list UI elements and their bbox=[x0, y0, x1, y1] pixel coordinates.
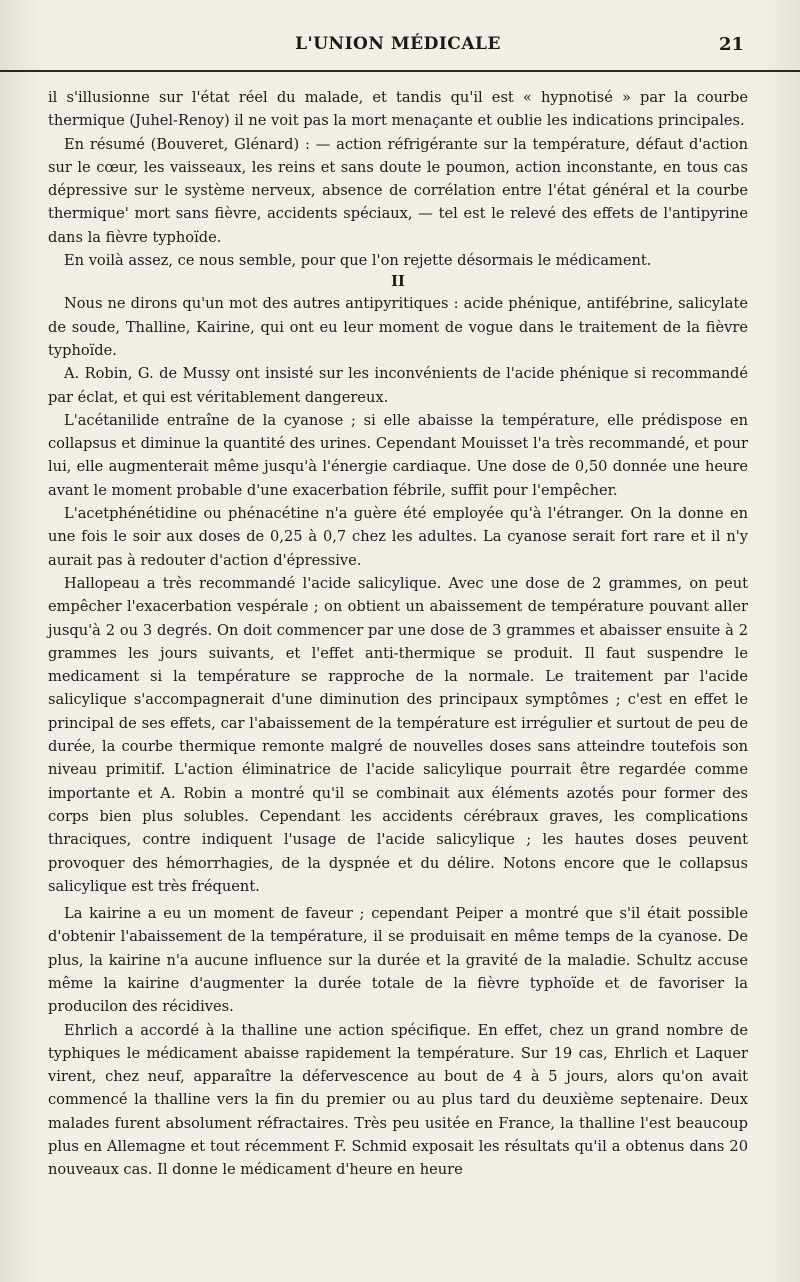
paragraph: il s'illusionne sur l'état réel du malade, et tandis qu'il est « hypnotisé » par la courbe thermique (Juhel-Renoy) il ne voit pas la mort menaçante et oublie les indications principales. bbox=[48, 89, 748, 130]
paragraph: En résumé (Bouveret, Glénard) : — action réfrigérante sur la température, défaut d'action sur le cœur, les vaisseaux, les reins et sans doute le poumon, action inconstante, en tous cas dépressive sur le système nerveux, absence de corrélation entre l'état général et la courbe thermique' mort sans fièvre, accidents spéciaux, — tel est le relevé des effets de l'antipyrine dans la fièvre typhoïde. bbox=[48, 135, 748, 246]
paragraph: Nous ne dirons qu'un mot des autres antipyritiques : acide phénique, antifébrine, salicylate de soude, Thalline, Kairine, qui ont eu leur moment de vogue dans le traitement de la fièvre typhoïde. bbox=[48, 295, 748, 359]
paragraph: L'acetphénétidine ou phénacétine n'a guère été employée qu'à l'étranger. On la donne en une fois le soir aux doses de 0,25 à 0,7 chez les adultes. La cyanose serait fort rare et il n'y aurait pas à redouter d'action d'épressive. bbox=[48, 505, 748, 569]
paragraph: En voilà assez, ce nous semble, pour que l'on rejette désormais le médicament. bbox=[64, 252, 652, 270]
running-title: L'UNION MÉDICALE bbox=[295, 34, 501, 54]
page-number: 21 bbox=[718, 34, 744, 55]
page-header bbox=[48, 0, 748, 62]
paragraph: La kairine a eu un moment de faveur ; cependant Peiper a montré que s'il était possible d'obtenir l'abaissement de la température, il se produisait en même temps de la cyanose. De plus, la kairine n'a aucune influence sur la durée et la gravité de la maladie. Schultz accuse même la kairine d'augmenter la durée totale de la fièvre typhoïde et de favoriser la producilon des récidives. bbox=[48, 905, 748, 1016]
header-rule bbox=[0, 70, 800, 72]
paragraph: A. Robin, G. de Mussy ont insisté sur les inconvénients de l'acide phénique si recommandé par éclat, et qui est véritablement dangereux. bbox=[48, 365, 748, 406]
paragraph: Hallopeau a très recommandé l'acide salicylique. Avec une dose de 2 grammes, on peut empêcher l'exacerbation vespérale ; on obtient un abaissement de température pouvant aller jusqu'à 2 ou 3 degrés. On doit commencer par une dose de 3 grammes et abaisser ensuite à 2 grammes les jours suivants, et l'effet anti-thermique se produit. Il faut suspendre le medicament si la température se rapproche de la normale. Le traitement par l'acide salicylique s'accompagnerait d'une diminution des principaux symptômes ; c'est en effet le principal de ses effets, car l'abaissement de la température est irrégulier et surtout de peu de durée, la courbe thermique remonte malgré de nouvelles doses sans atteindre toutefois son niveau primitif. L'action éliminatrice de l'acide salicylique pourrait être regardée comme importante et A. Robin a montré qu'il se combinait aux éléments azotés pour former des corps bien plus solubles. Cependant les accidents cérébraux graves, les complications thraciques, contre indiquent l'usage de l'acide salicylique ; les hautes doses peuvent provoquer des hémorrhagies, de la dyspnée et du délire. Notons encore que le collapsus salicylique est très fréquent. bbox=[48, 574, 748, 895]
paragraph: Ehrlich a accordé à la thalline une action spécifique. En effet, chez un grand nombre de typhiques le médicament abaisse rapidement la température. Sur 19 cas, Ehrlich et Laquer virent, chez neuf, apparaître la défervescence au bout de 4 à 5 jours, alors qu'on avait commencé la thalline vers la fin du premier ou au plus tard du deuxième septenaire. Deux malades furent absolument réfractaires. Très peu usitée en France, la thalline l'est beaucoup plus en Allemagne et tout récemment F. Schmid exposait les résultats qu'il a obtenus dans 20 nouveaux cas. Il donne le médicament d'heure en heure bbox=[48, 1021, 748, 1179]
paragraph: L'acétanilide entraîne de la cyanose ; si elle abaisse la température, elle prédispose en collapsus et diminue la quantité des urines. Cependant Mouisset l'a très recommandé, et pour lui, elle augmenterait même jusqu'à l'énergie cardiaque. Une dose de 0,50 donnée une heure avant le moment probable d'une exacerbation fébrile, suffit pour l'empêcher. bbox=[48, 411, 748, 499]
body-text bbox=[48, 86, 748, 1182]
section-numeral: II bbox=[391, 273, 405, 291]
